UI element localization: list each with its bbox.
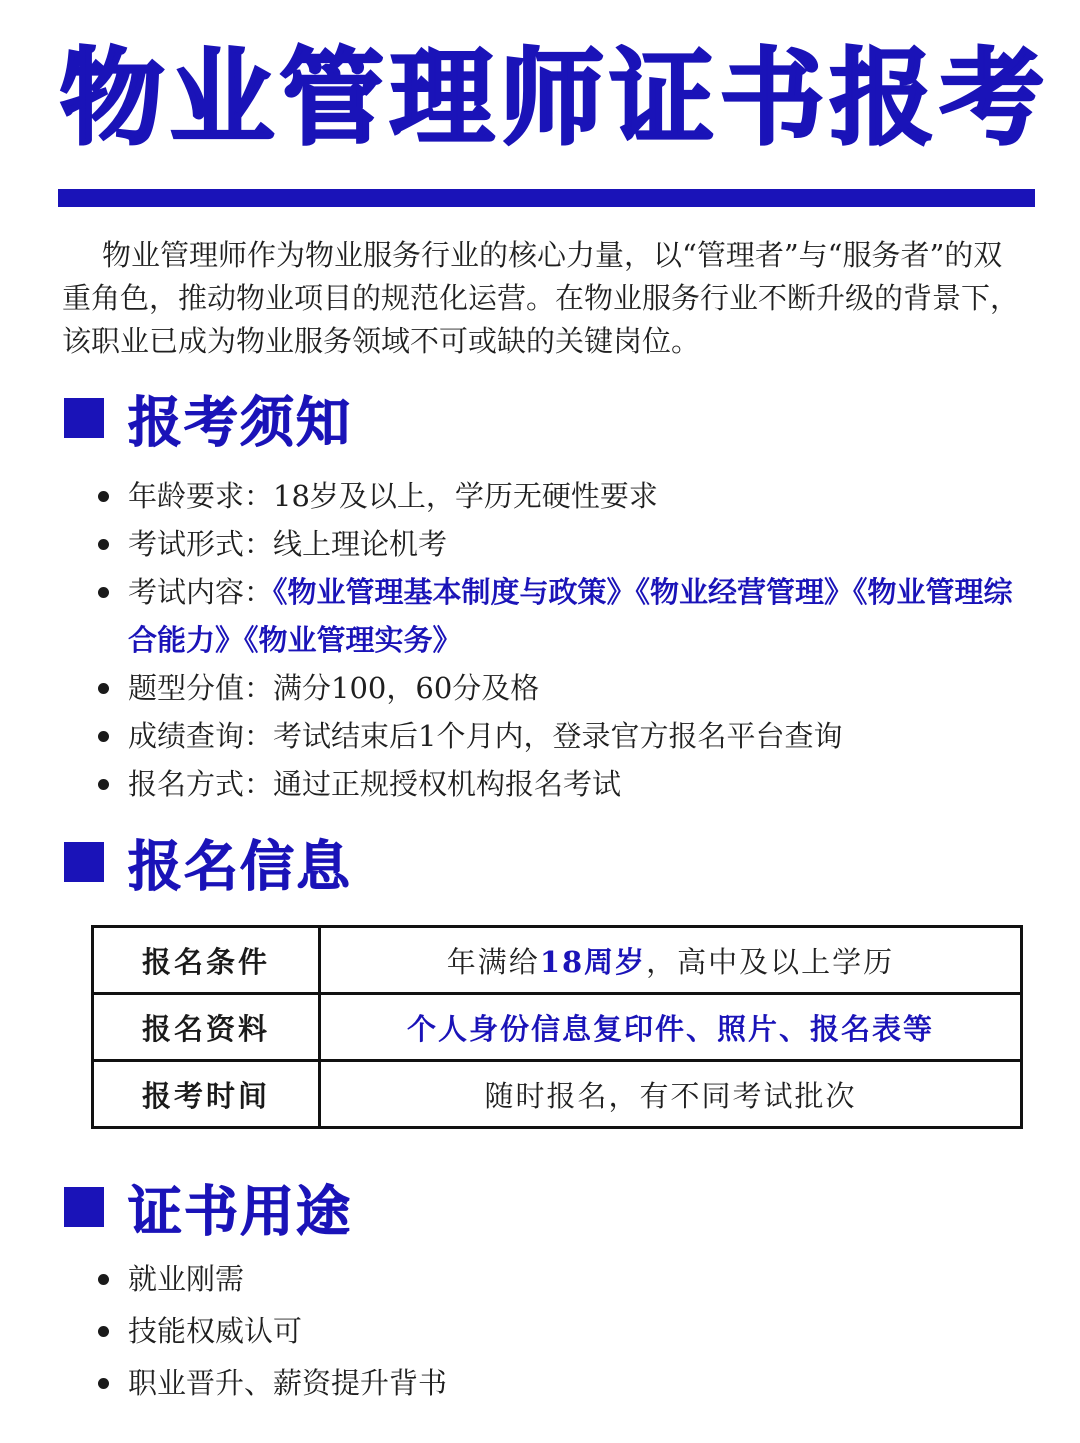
bullet-dot-icon: [98, 491, 109, 502]
bullet-dot-icon: [98, 683, 109, 694]
item-text: 就业刚需: [128, 1262, 245, 1296]
info-table: [91, 925, 1023, 1129]
value-highlight: 18周岁: [539, 944, 647, 979]
item-value: 满分100，60分及格: [273, 671, 540, 705]
page-title: 物业管理师证书报考: [60, 37, 1051, 159]
item-label: 考试内容：: [128, 575, 274, 609]
item-label: 考试形式：: [128, 527, 274, 561]
table-row: [93, 1061, 1022, 1128]
list-item: [98, 520, 1028, 568]
value-text: 年满给: [446, 944, 540, 979]
section-title-usage: 证书用途: [128, 1179, 352, 1243]
item-text: 职业晋升、薪资提升背书: [128, 1366, 448, 1400]
bullet-dot-icon: [98, 587, 109, 598]
section-title-info: 报名信息: [128, 834, 352, 898]
square-bullet-icon: [64, 398, 104, 438]
section-header-notice: [64, 383, 352, 453]
value-highlight: 个人身份信息复印件、照片、报名表等: [406, 1011, 934, 1046]
item-text: 技能权威认可: [128, 1314, 303, 1348]
exam-subjects: 《物业管理基本制度与政策》《物业经营管理》《物业管理综合能力》《物业管理实务》: [128, 575, 1013, 657]
table-row: [93, 927, 1022, 994]
item-label: 年龄要求：: [128, 479, 274, 513]
table-row: [93, 994, 1022, 1061]
title-underline-bar: [58, 189, 1035, 207]
item-label: 题型分值：: [128, 671, 274, 705]
list-item: [98, 1305, 447, 1357]
section-header-info: [64, 827, 352, 897]
bullet-dot-icon: [98, 1274, 109, 1285]
item-label: 报名方式：: [128, 767, 274, 801]
square-bullet-icon: [64, 1187, 104, 1227]
list-item: [98, 760, 1028, 808]
list-item: [98, 568, 1028, 664]
bullet-dot-icon: [98, 1326, 109, 1337]
bullet-dot-icon: [98, 731, 109, 742]
list-item: [98, 712, 1028, 760]
bullet-dot-icon: [98, 1378, 109, 1389]
square-bullet-icon: [64, 842, 104, 882]
value-text: ，高中及以上学历: [646, 944, 895, 979]
list-item: [98, 1357, 447, 1409]
item-value: 线上理论机考: [273, 527, 448, 561]
section-header-usage: [64, 1172, 352, 1242]
table-cell-label: 报名条件: [93, 927, 320, 994]
item-value: 18岁及以上，学历无硬性要求: [273, 479, 658, 513]
list-item: [98, 1253, 447, 1305]
usage-list: [98, 1253, 447, 1409]
item-value: 通过正规授权机构报名考试: [273, 767, 622, 801]
table-cell-value: [320, 1061, 1022, 1128]
list-item: [98, 664, 1028, 712]
table-cell-label: 报考时间: [93, 1061, 320, 1128]
value-text: 随时报名，有不同考试批次: [484, 1078, 857, 1113]
section-title-notice: 报考须知: [128, 390, 352, 454]
bullet-dot-icon: [98, 779, 109, 790]
item-label: 成绩查询：: [128, 719, 274, 753]
table-cell-label: 报名资料: [93, 994, 320, 1061]
list-item: [98, 472, 1028, 520]
intro-paragraph: 物业管理师作为物业服务行业的核心力量，以“管理者”与“服务者”的双重角色，推动物业项目的规范化运营。在物业服务行业不断升级的背景下，该职业已成为物业服务领域不可或缺的关键岗位。: [62, 238, 1020, 358]
bullet-dot-icon: [98, 539, 109, 550]
notice-list: [98, 472, 1028, 808]
table-cell-value: [320, 927, 1022, 994]
table-cell-value: [320, 994, 1022, 1061]
item-value: 考试结束后1个月内，登录官方报名平台查询: [273, 719, 843, 753]
